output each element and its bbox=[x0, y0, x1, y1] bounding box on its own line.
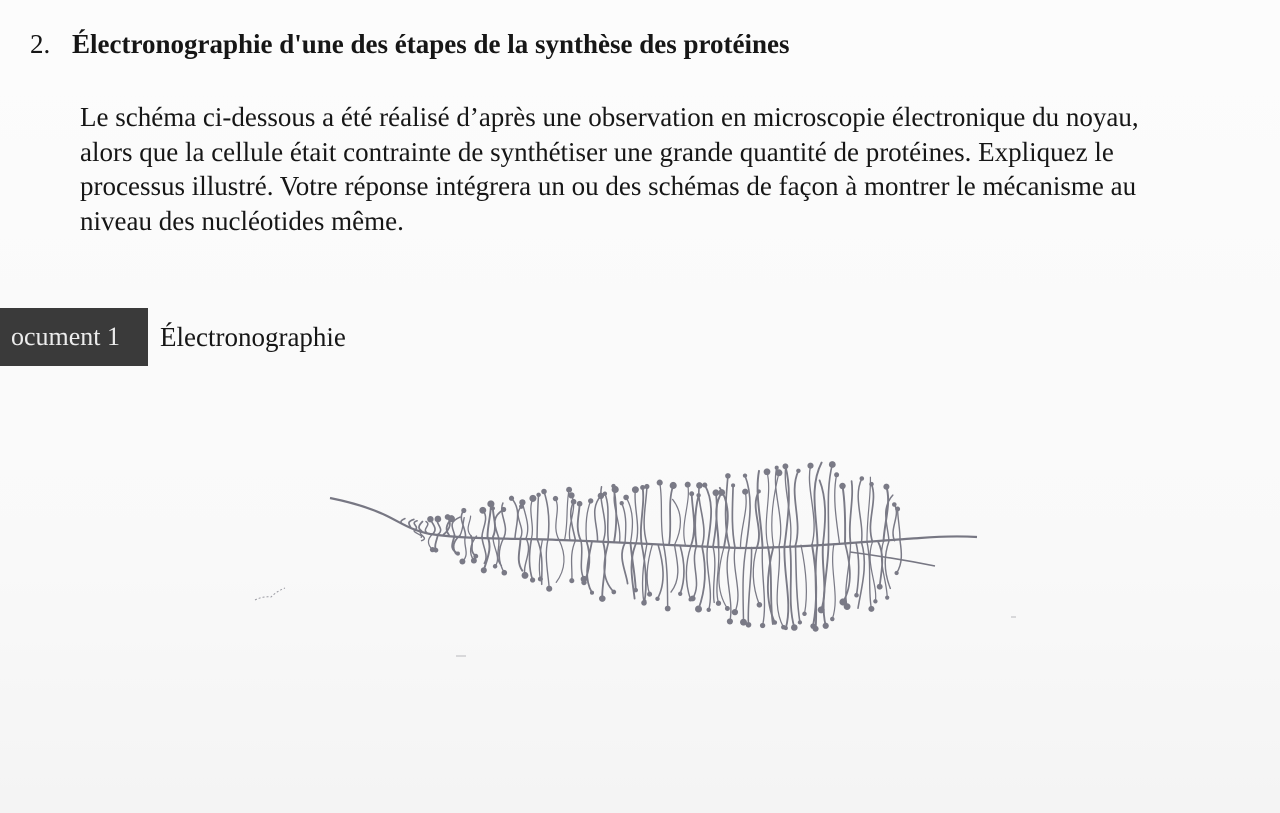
rna-strand-knob bbox=[791, 624, 798, 631]
rna-strand-knob bbox=[529, 495, 536, 502]
rna-strand bbox=[641, 488, 643, 544]
rna-strand-knob bbox=[830, 617, 834, 621]
rna-strand-knob bbox=[642, 599, 646, 603]
rna-strand bbox=[885, 541, 890, 588]
rna-strand-knob bbox=[611, 590, 616, 595]
rna-strand bbox=[401, 519, 405, 525]
rna-strand bbox=[734, 548, 738, 612]
rna-strand bbox=[502, 503, 506, 537]
rna-strand-knob bbox=[641, 600, 647, 606]
rna-strand-knob bbox=[757, 602, 763, 608]
rna-strand bbox=[835, 475, 840, 544]
rna-strand bbox=[716, 493, 722, 548]
rna-strand bbox=[435, 534, 438, 550]
rna-strand bbox=[414, 521, 417, 529]
rna-strand bbox=[462, 536, 466, 562]
rna-strand bbox=[719, 547, 727, 608]
document-label-text: ocument 1 bbox=[10, 322, 120, 351]
rna-strand-knob bbox=[598, 493, 604, 499]
rna-strand bbox=[539, 539, 542, 579]
rna-strand bbox=[824, 544, 829, 626]
rna-strand bbox=[522, 502, 527, 538]
rna-strand-knob bbox=[796, 469, 800, 473]
rna-strand-knob bbox=[818, 606, 825, 613]
rna-strand-knob bbox=[590, 591, 594, 595]
rna-strand bbox=[595, 496, 601, 542]
rna-strand-knob bbox=[461, 508, 466, 513]
document-caption: Électronographie bbox=[160, 322, 346, 352]
rna-strand bbox=[768, 546, 775, 622]
rna-strand bbox=[531, 498, 533, 538]
rna-strand-knob bbox=[775, 466, 779, 470]
rna-strand bbox=[622, 503, 626, 543]
rna-strand-knob bbox=[725, 606, 730, 611]
rna-strand-knob bbox=[471, 558, 477, 564]
rna-strand bbox=[691, 494, 694, 546]
rna-strand bbox=[748, 548, 751, 625]
question-paragraph bbox=[80, 100, 1280, 238]
rna-strand bbox=[571, 502, 576, 541]
rna-strand-knob bbox=[746, 622, 752, 628]
rna-strand-knob bbox=[844, 603, 851, 610]
rna-strand-knob bbox=[868, 606, 874, 612]
transcription-strands-icon bbox=[401, 461, 901, 632]
rna-strand bbox=[705, 485, 711, 546]
rna-strand-knob bbox=[522, 572, 529, 579]
rna-strand bbox=[626, 497, 632, 543]
rna-strand bbox=[762, 547, 764, 626]
rna-strand-knob bbox=[781, 625, 786, 630]
rna-strand bbox=[529, 539, 532, 580]
rna-strand-knob bbox=[895, 507, 900, 512]
rna-strand bbox=[814, 463, 821, 545]
rna-strand bbox=[544, 492, 549, 540]
rna-strand-knob bbox=[757, 489, 761, 493]
rna-strand bbox=[717, 547, 719, 603]
rna-strand-knob bbox=[611, 484, 615, 488]
rna-strand-knob bbox=[839, 598, 846, 605]
rna-strand bbox=[858, 542, 864, 608]
rna-strand bbox=[867, 477, 870, 542]
rna-strand-knob bbox=[427, 516, 433, 522]
rna-strand-knob bbox=[685, 482, 691, 488]
rna-strand-knob bbox=[798, 620, 802, 624]
rna-strand-knob bbox=[742, 489, 748, 495]
rna-strand bbox=[428, 534, 432, 550]
rna-strand bbox=[796, 545, 800, 622]
rna-strand bbox=[460, 518, 464, 536]
rna-strand-knob bbox=[727, 618, 733, 624]
rna-strand bbox=[772, 473, 779, 547]
rna-strand-knob bbox=[869, 482, 874, 487]
rna-strand-knob bbox=[877, 584, 883, 590]
rna-strand bbox=[680, 545, 684, 594]
rna-strand bbox=[614, 486, 617, 542]
paragraph-line: niveau des nucléotides même. bbox=[80, 205, 404, 236]
rna-strand bbox=[812, 545, 816, 627]
rna-strand-knob bbox=[773, 620, 778, 625]
rna-strand bbox=[614, 490, 620, 543]
rna-strand-knob bbox=[571, 499, 577, 505]
rna-strand bbox=[519, 538, 523, 571]
rna-strand-knob bbox=[690, 595, 696, 601]
rna-strand bbox=[846, 543, 851, 607]
rna-strand-knob bbox=[623, 495, 629, 501]
rna-strand bbox=[795, 471, 799, 546]
rna-strand-knob bbox=[536, 493, 540, 497]
rna-strand bbox=[784, 546, 788, 628]
rna-strand bbox=[454, 535, 460, 553]
rna-strand bbox=[673, 499, 681, 545]
rna-strand bbox=[893, 505, 896, 541]
rna-strand bbox=[801, 545, 806, 614]
rna-strand bbox=[601, 487, 605, 542]
rna-strand bbox=[495, 510, 504, 538]
paragraph-line: alors que la cellule était contrainte de synthétiser une grande quantité de protéines. Expliquez le bbox=[80, 136, 1114, 167]
rna-strand bbox=[419, 522, 423, 531]
rna-strand bbox=[686, 546, 691, 600]
rna-strand bbox=[727, 548, 731, 622]
rna-strand-knob bbox=[854, 593, 859, 598]
rna-strand-knob bbox=[569, 578, 574, 583]
rna-strand bbox=[622, 543, 628, 584]
rna-strand-knob bbox=[657, 480, 663, 486]
rna-strand bbox=[569, 495, 573, 540]
rna-strand bbox=[452, 517, 460, 535]
dna-axis bbox=[330, 498, 977, 548]
rna-strand bbox=[631, 543, 636, 590]
rna-strand bbox=[444, 517, 450, 535]
rna-strand-knob bbox=[632, 486, 639, 493]
rna-strand bbox=[499, 537, 504, 572]
rna-strand bbox=[740, 492, 746, 548]
rna-strand-knob bbox=[491, 506, 495, 510]
rna-strand bbox=[726, 476, 730, 548]
rna-strand-knob bbox=[577, 501, 583, 507]
rna-strand-knob bbox=[718, 489, 725, 496]
rna-strand bbox=[586, 501, 591, 541]
rna-strand bbox=[699, 485, 704, 546]
paragraph-line: Le schéma ci-dessous a été réalisé d’après une observation en microscopie électronique du noyau, bbox=[80, 102, 1139, 132]
rna-strand-knob bbox=[509, 496, 514, 501]
rna-strand-knob bbox=[435, 516, 442, 523]
rna-strand bbox=[693, 546, 697, 598]
rna-strand-knob bbox=[784, 626, 788, 630]
rna-strand-knob bbox=[689, 491, 694, 496]
rna-strand bbox=[816, 544, 818, 628]
rna-strand-knob bbox=[473, 554, 478, 559]
rna-strand bbox=[631, 543, 636, 598]
rna-strand-knob bbox=[433, 548, 438, 553]
rna-strand-knob bbox=[430, 547, 435, 552]
rna-strand-knob bbox=[859, 476, 864, 481]
rna-strand-knob bbox=[479, 507, 486, 514]
rna-strand-knob bbox=[810, 623, 816, 629]
rna-strand bbox=[414, 529, 421, 537]
rna-strand-knob bbox=[665, 606, 671, 612]
question-heading bbox=[30, 28, 790, 60]
rna-strand bbox=[684, 485, 689, 546]
rna-strand-knob bbox=[566, 487, 572, 493]
rna-strand-knob bbox=[731, 483, 735, 487]
rna-strand bbox=[828, 465, 832, 544]
rna-strand bbox=[484, 537, 490, 571]
rna-strand-knob bbox=[448, 515, 455, 522]
rna-strand-knob bbox=[839, 483, 845, 489]
rna-strand bbox=[821, 544, 824, 610]
rna-strand-knob bbox=[655, 597, 659, 601]
rna-strand bbox=[604, 542, 614, 592]
rna-strand-knob bbox=[644, 484, 649, 489]
rna-strand-knob bbox=[519, 504, 524, 509]
rna-strand bbox=[870, 484, 873, 542]
rna-strand-knob bbox=[568, 492, 574, 498]
paragraph-line: processus illustré. Votre réponse intégrera un ou des schémas de façon à montrer le mécanisme au bbox=[80, 171, 1137, 201]
rna-strand-knob bbox=[894, 571, 898, 575]
rna-strand-knob bbox=[760, 623, 765, 628]
rna-strand bbox=[493, 508, 495, 537]
rna-strand bbox=[820, 480, 826, 544]
rna-strand bbox=[775, 468, 780, 547]
rna-strand-knob bbox=[873, 599, 877, 603]
rna-strand bbox=[420, 531, 424, 541]
rna-strand bbox=[546, 539, 549, 588]
rna-strand bbox=[425, 522, 428, 533]
rna-strand bbox=[430, 519, 435, 534]
rna-strand-knob bbox=[823, 623, 829, 629]
question-title: Électronographie d'une des étapes de la synthèse des protéines bbox=[72, 29, 790, 59]
rna-strand bbox=[832, 544, 835, 619]
rna-strand bbox=[461, 511, 465, 536]
rna-strand-knob bbox=[633, 588, 638, 593]
rna-strand-knob bbox=[702, 483, 707, 488]
rna-strand bbox=[768, 547, 773, 624]
rna-strand bbox=[732, 485, 735, 547]
rna-strand-knob bbox=[706, 608, 710, 612]
rna-strand-knob bbox=[588, 498, 593, 503]
rna-strand-knob bbox=[678, 592, 682, 596]
rna-strand bbox=[669, 486, 673, 545]
rna-strand-knob bbox=[696, 493, 700, 497]
rna-strand bbox=[897, 541, 902, 574]
rna-strand bbox=[707, 547, 710, 610]
rna-strand-knob bbox=[530, 577, 535, 582]
rna-strand bbox=[664, 545, 668, 609]
rna-strand-knob bbox=[695, 606, 702, 613]
rna-strand-knob bbox=[603, 492, 607, 496]
rna-strand bbox=[437, 519, 440, 534]
rna-strand-knob bbox=[696, 482, 703, 489]
rna-strand bbox=[766, 472, 769, 547]
rna-strand bbox=[843, 486, 846, 543]
rna-strand bbox=[898, 509, 900, 541]
rna-strand-knob bbox=[553, 496, 558, 501]
rna-strand-knob bbox=[775, 469, 782, 476]
rna-strand bbox=[482, 536, 486, 563]
rna-strand bbox=[493, 537, 498, 567]
rna-strand bbox=[850, 481, 852, 543]
rna-strand-knob bbox=[538, 576, 543, 581]
rna-strand bbox=[753, 547, 759, 605]
rna-strand-knob bbox=[764, 468, 771, 475]
rna-strand-knob bbox=[519, 499, 525, 505]
rna-strand bbox=[452, 535, 458, 554]
rna-strand-knob bbox=[581, 576, 588, 583]
rna-strand bbox=[471, 536, 477, 561]
rna-strand-knob bbox=[670, 482, 677, 489]
rna-strand bbox=[790, 546, 794, 628]
rna-strand bbox=[565, 490, 570, 540]
rna-strand-knob bbox=[546, 586, 552, 592]
rna-strand-knob bbox=[541, 489, 547, 495]
rna-strand bbox=[856, 543, 859, 596]
rna-strand bbox=[409, 519, 414, 527]
rna-strand bbox=[447, 519, 452, 535]
rna-strand-knob bbox=[501, 507, 506, 512]
rna-strand bbox=[572, 541, 576, 581]
rna-strand bbox=[886, 495, 893, 541]
rna-strand bbox=[756, 491, 759, 547]
rna-strand bbox=[660, 483, 664, 545]
rna-strand bbox=[512, 498, 518, 538]
rna-strand bbox=[785, 466, 791, 545]
rna-strand bbox=[468, 516, 471, 536]
rna-strand bbox=[858, 479, 862, 543]
rna-strand-knob bbox=[456, 552, 460, 556]
rna-strand-knob bbox=[581, 580, 586, 585]
rna-strand bbox=[556, 540, 564, 583]
rna-strand-knob bbox=[885, 595, 889, 599]
rna-strand-knob bbox=[813, 626, 819, 632]
document-label bbox=[0, 308, 148, 366]
rna-strand-knob bbox=[807, 463, 813, 469]
rna-strand bbox=[743, 548, 746, 623]
question-number: 2. bbox=[30, 29, 51, 59]
rna-strand-knob bbox=[599, 595, 606, 602]
rna-strand bbox=[720, 488, 728, 547]
rna-strand bbox=[471, 536, 476, 556]
rna-strand-knob bbox=[620, 501, 624, 505]
rna-strand bbox=[602, 542, 605, 599]
rna-strand-knob bbox=[829, 461, 836, 468]
rna-strand-knob bbox=[883, 484, 889, 490]
dna-branch bbox=[850, 552, 935, 566]
rna-strand bbox=[699, 546, 705, 609]
rna-strand-knob bbox=[481, 567, 487, 573]
rna-strand bbox=[843, 543, 850, 602]
rna-strand-knob bbox=[445, 514, 451, 520]
rna-strand bbox=[635, 490, 638, 544]
rna-strand-knob bbox=[647, 592, 652, 597]
rna-strand bbox=[658, 544, 664, 599]
rna-strand bbox=[809, 466, 814, 545]
rna-strand-knob bbox=[493, 564, 498, 569]
rna-strand bbox=[644, 487, 647, 544]
rna-strand-knob bbox=[743, 473, 747, 477]
rna-strand bbox=[537, 539, 542, 585]
rna-strand bbox=[884, 487, 889, 542]
rna-strand bbox=[878, 542, 882, 587]
rna-strand-knob bbox=[688, 597, 692, 601]
rna-strand bbox=[524, 538, 528, 575]
rna-strand bbox=[584, 541, 589, 583]
rna-strand bbox=[488, 504, 491, 537]
rna-strand-knob bbox=[834, 472, 839, 477]
rna-strand-knob bbox=[713, 489, 720, 496]
rna-strand bbox=[642, 544, 646, 602]
rna-strand bbox=[758, 471, 763, 547]
rna-strand bbox=[647, 544, 652, 594]
rna-strand-knob bbox=[640, 485, 645, 490]
rna-strand-knob bbox=[459, 559, 465, 565]
rna-strand bbox=[587, 541, 592, 592]
rna-strand bbox=[777, 546, 783, 627]
rna-strand bbox=[498, 537, 502, 566]
rna-strand bbox=[695, 495, 698, 546]
rna-strand bbox=[556, 499, 560, 540]
rna-strand bbox=[482, 510, 486, 536]
rna-strand-knob bbox=[501, 570, 507, 576]
rna-strand bbox=[867, 542, 871, 609]
rna-strand bbox=[537, 495, 539, 539]
rna-strand bbox=[870, 542, 876, 602]
rna-strand-knob bbox=[716, 601, 721, 606]
rna-strand-knob bbox=[612, 486, 619, 493]
rna-strand bbox=[785, 466, 789, 546]
rna-strand bbox=[578, 504, 581, 541]
rna-strand bbox=[581, 541, 584, 579]
rna-strand-knob bbox=[732, 609, 738, 615]
rna-strand-knob bbox=[740, 619, 747, 626]
rna-strand bbox=[643, 544, 647, 603]
speck bbox=[255, 588, 285, 600]
rna-strand-knob bbox=[487, 500, 494, 507]
rna-strand bbox=[713, 493, 717, 547]
rna-strand-knob bbox=[892, 502, 897, 507]
rna-strand bbox=[881, 541, 887, 597]
rna-strand bbox=[518, 507, 522, 539]
rna-strand bbox=[605, 494, 609, 542]
rna-strand bbox=[713, 547, 715, 603]
rna-strand bbox=[671, 545, 678, 592]
rna-strand-knob bbox=[782, 463, 788, 469]
rna-strand-knob bbox=[802, 612, 807, 617]
rna-strand bbox=[745, 476, 750, 548]
rna-strand-knob bbox=[725, 473, 731, 479]
